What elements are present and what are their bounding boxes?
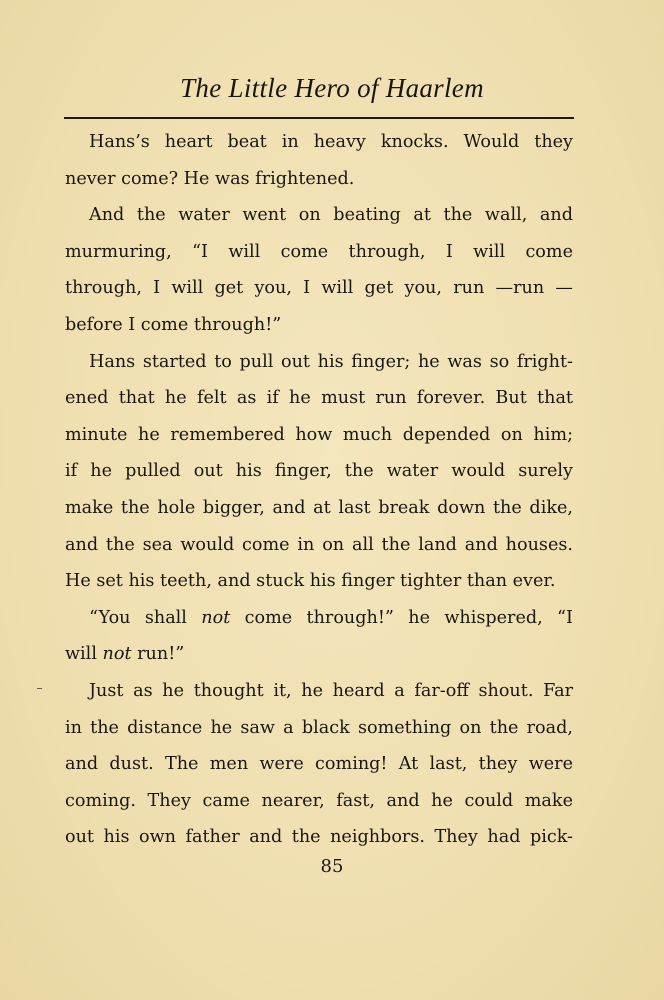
text-line: Just as he thought it, he heard a far-off shout. Far <box>89 680 573 701</box>
italic-text: not <box>102 644 132 665</box>
text-line: out his own father and the neighbors. They had pick- <box>65 827 573 848</box>
text-line: He set his teeth, and stuck his finger tighter than ever. <box>65 571 556 592</box>
text-line: minute he remembered how much depended on him; <box>65 424 573 445</box>
text-line: before I come through!” <box>65 314 282 335</box>
text-line: in the distance he saw a black something on the road, <box>65 717 573 738</box>
text-line: never come? He was frightened. <box>65 168 355 189</box>
text-line: and the sea would come in on all the land and houses. <box>65 534 573 555</box>
text-line: murmuring, “I will come through, I will come <box>65 241 573 262</box>
text-line: and dust. The men were coming! At last, they were <box>65 754 573 775</box>
margin-mark <box>37 688 42 689</box>
text-line <box>65 600 573 637</box>
text-segment: “You shall <box>89 607 202 628</box>
text-line: if he pulled out his finger, the water would surely <box>65 461 573 482</box>
text-segment: come through!” he whispered, “I <box>230 607 574 628</box>
text-line <box>65 636 573 673</box>
text-line: Hans’s heart beat in heavy knocks. Would they <box>89 132 573 152</box>
running-head: The Little Hero of Haarlem <box>180 73 484 103</box>
italic-text: not <box>201 607 231 628</box>
text-line: coming. They came nearer, fast, and he could make <box>65 790 573 811</box>
text-line: Hans started to pull out his finger; he was so fright- <box>89 351 573 372</box>
text-line: And the water went on beating at the wall, and <box>89 205 573 226</box>
page-number: 85 <box>320 856 344 877</box>
body-text <box>65 124 573 856</box>
text-line: through, I will get you, I will get you, run —run — <box>65 278 573 299</box>
header-rule <box>64 117 574 119</box>
text-segment: will <box>65 644 103 665</box>
text-line: make the hole bigger, and at last break down the dike, <box>65 497 573 518</box>
text-line: ened that he felt as if he must run forever. But that <box>65 388 573 409</box>
text-segment: run!” <box>131 644 185 665</box>
